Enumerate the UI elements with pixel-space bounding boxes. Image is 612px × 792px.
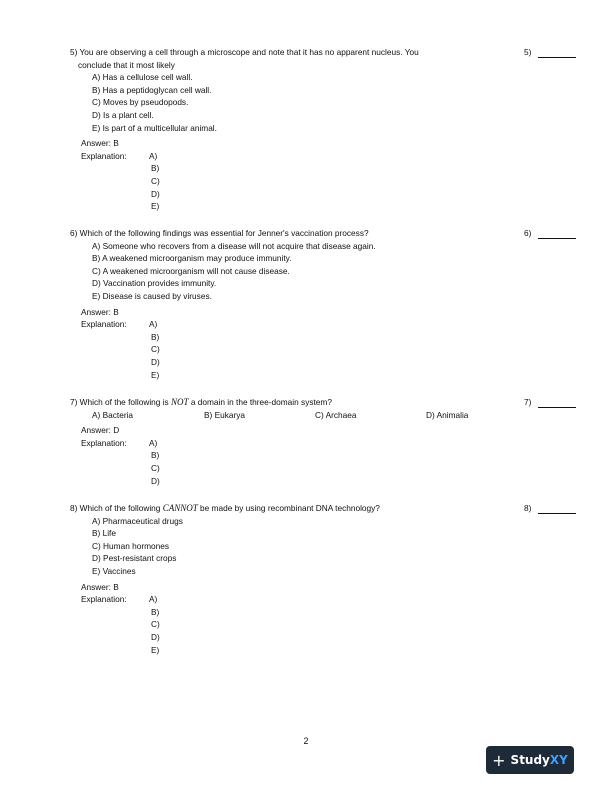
page-number: 2: [303, 736, 309, 746]
explanation-option: E): [151, 369, 160, 380]
explanation: Explanation: A): [81, 319, 158, 330]
emphasis: CANNOT: [162, 503, 198, 513]
explanation-option: D): [151, 188, 160, 199]
option-b: B) A weakened microorganism may produce immunity.: [92, 253, 292, 264]
explanation-option: B): [151, 163, 160, 174]
option-d: D) Is a plant cell.: [92, 109, 154, 120]
question-7: [70, 396, 590, 487]
question-8: [70, 502, 590, 656]
answer-number: 7): [524, 397, 532, 407]
option-c: C) A weakened microorganism will not cause disease.: [92, 265, 290, 276]
explanation-label: Explanation:: [81, 594, 127, 605]
answer: Answer: D: [81, 425, 120, 436]
explanation-option: D): [151, 475, 160, 486]
explanation-label: Explanation:: [81, 437, 127, 448]
option-c: C) Human hormones: [92, 540, 170, 551]
option-d: D) Pest-resistant crops: [92, 553, 177, 564]
answer-number: 5): [524, 47, 532, 57]
explanation-option: D): [151, 356, 160, 367]
brand-name-suffix: XY: [549, 753, 568, 767]
option-a: A) Bacteria: [92, 409, 134, 420]
plus-icon: +: [492, 750, 506, 770]
option-d: D) Vaccination provides immunity.: [92, 278, 217, 289]
question-stem: 5) You are observing a cell through a microscope and note that it has no apparent nucleus. You 5): [70, 46, 590, 59]
brand-name-prefix: Study: [510, 753, 550, 767]
explanation-option: E): [151, 644, 160, 655]
question-stem: 6) Which of the following findings was essential for Jenner's vaccination process? 6): [70, 227, 590, 240]
question-stem-continuation: conclude that it most likely: [78, 59, 175, 70]
explanation-option: C): [151, 175, 160, 186]
explanation-option: E): [151, 201, 160, 212]
option-b: B) Eukarya: [204, 409, 246, 420]
question-stem: 7) Which of the following is NOT a domain in the three-domain system? 7): [70, 396, 590, 409]
option-d: D) Animalia: [426, 409, 469, 420]
option-c: C) Archaea: [315, 409, 357, 420]
option-b: B) Has a peptidoglycan cell wall.: [92, 84, 212, 95]
explanation-option: C): [151, 619, 160, 630]
option-a: A) Pharmaceutical drugs: [92, 515, 183, 526]
option-e: E) Disease is caused by viruses.: [92, 290, 212, 301]
options-row: [70, 409, 590, 422]
explanation-option: B): [151, 331, 160, 342]
question-6: [70, 227, 590, 381]
answer: Answer: B: [81, 306, 119, 317]
answer-number: 6): [524, 228, 532, 238]
answer-number: 8): [524, 503, 532, 513]
option-c: C) Moves by pseudopods.: [92, 97, 189, 108]
explanation-option: B): [151, 450, 160, 461]
explanation-label: Explanation:: [81, 150, 127, 161]
option-a: A) Has a cellulose cell wall.: [92, 72, 193, 83]
explanation: Explanation: A): [81, 150, 158, 161]
studyxy-logo[interactable]: [486, 746, 574, 774]
option-e: E) Is part of a multicellular animal.: [92, 122, 217, 133]
option-e: E) Vaccines: [92, 565, 136, 576]
explanation: Explanation: A): [81, 437, 158, 448]
answer: Answer: B: [81, 138, 119, 149]
explanation-option: D): [151, 631, 160, 642]
explanation-option: C): [151, 344, 160, 355]
explanation: Explanation: A): [81, 594, 158, 605]
question-5: [70, 46, 590, 213]
option-b: B) Life: [92, 528, 116, 539]
explanation-option: B): [151, 606, 160, 617]
explanation-option: C): [151, 462, 160, 473]
emphasis: NOT: [171, 397, 189, 407]
explanation-label: Explanation:: [81, 319, 127, 330]
answer: Answer: B: [81, 581, 119, 592]
option-a: A) Someone who recovers from a disease will not acquire that disease again.: [92, 240, 376, 251]
question-stem: 8) Which of the following CANNOT be made by using recombinant DNA technology? 8): [70, 502, 590, 515]
